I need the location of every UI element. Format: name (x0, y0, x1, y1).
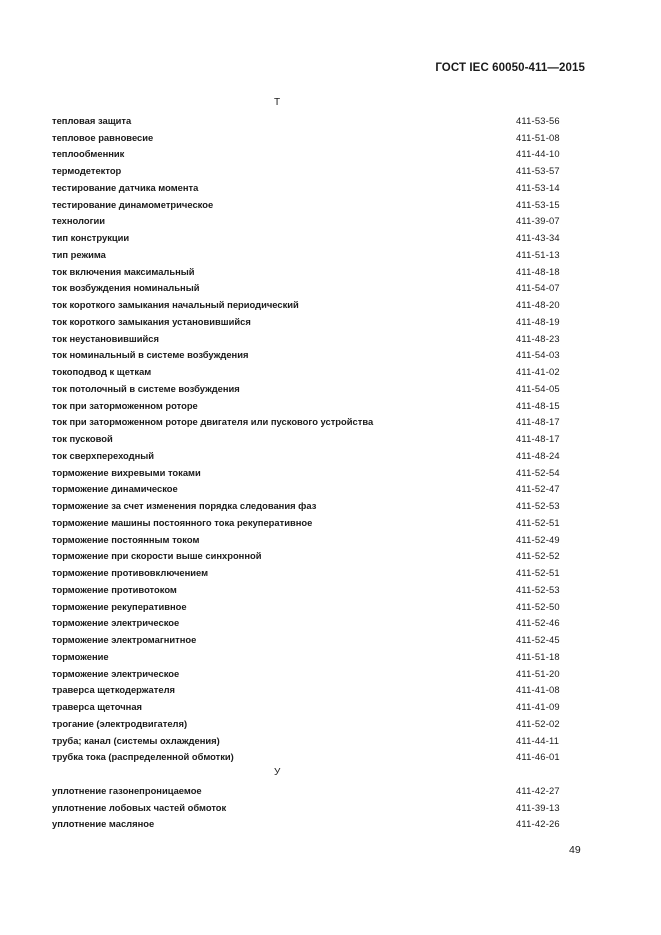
index-entry (52, 633, 562, 646)
entry-term: ток потолочный в системе возбуждения (52, 382, 240, 394)
entry-code: 411-44-11 (516, 734, 560, 746)
entry-term: уплотнение масляное (52, 818, 155, 830)
entry-code: 411-54-07 (516, 282, 560, 294)
index-entry (52, 717, 562, 730)
index-entry (52, 784, 562, 797)
entry-code: 411-39-13 (516, 801, 560, 813)
index-entry (52, 365, 562, 378)
index-entry (52, 332, 562, 345)
entry-code: 411-51-13 (516, 248, 560, 260)
entry-code: 411-48-23 (516, 332, 560, 344)
index-entry (52, 298, 562, 311)
entry-code: 411-48-19 (516, 315, 560, 327)
index-entry (52, 667, 562, 680)
entry-code: 411-48-18 (516, 265, 560, 277)
entry-code: 411-46-01 (516, 751, 560, 763)
entry-term: токоподвод к щеткам (52, 366, 152, 377)
entry-term: ток неустановившийся (52, 332, 159, 344)
entry-code: 411-52-51 (516, 567, 560, 578)
entry-term: ток включения максимальный (52, 265, 195, 277)
entry-term: торможение вихревыми токами (52, 466, 201, 478)
entry-code: 411-52-46 (516, 617, 560, 629)
index-entry (52, 248, 562, 261)
entry-term: ток возбуждения номинальный (52, 282, 200, 294)
entry-term: ток при заторможенном роторе двигателя или пускового устройства (52, 416, 374, 428)
entry-term: торможение машины постоянного тока рекуперативное (52, 516, 313, 528)
index-entry (52, 281, 562, 294)
index-entry (52, 650, 562, 663)
entry-term: торможение при скорости выше синхронной (52, 550, 262, 562)
entry-term: термодетектор (52, 165, 122, 176)
entry-term: торможение (52, 650, 109, 662)
entry-code: 411-53-57 (516, 165, 560, 176)
index-entry (52, 114, 562, 127)
page-header: ГОСТ IEC 60050-411—2015 (435, 62, 585, 74)
index-entry (52, 750, 562, 763)
index-entry (52, 566, 562, 579)
entry-code: 411-48-24 (516, 449, 560, 461)
entry-code: 411-41-09 (516, 701, 560, 712)
entry-term: ток пусковой (52, 433, 113, 444)
index-entry (52, 214, 562, 227)
index-entry (52, 499, 562, 512)
entry-code: 411-48-15 (516, 399, 560, 411)
index-entry (52, 147, 562, 160)
entry-term: теплообменник (52, 148, 125, 160)
entry-term: траверса щеточная (52, 701, 143, 712)
entry-term: тип конструкции (52, 232, 130, 243)
entry-code: 411-51-20 (516, 667, 560, 679)
entry-term: ток короткого замыкания начальный периодический (52, 299, 299, 310)
index-entry (52, 198, 562, 211)
entry-term: трубка тока (распределенной обмотки) (52, 751, 234, 763)
entry-term: торможение динамическое (52, 483, 178, 495)
entry-code: 411-52-51 (516, 516, 560, 528)
index-entry (52, 348, 562, 361)
entry-term: технологии (52, 215, 106, 227)
entry-code: 411-42-27 (516, 784, 560, 796)
entry-term: тепловое равновесие (52, 131, 154, 143)
entry-term: торможение электрическое (52, 667, 180, 679)
entry-term: торможение рекуперативное (52, 600, 187, 612)
index-entry (52, 801, 562, 814)
index-entry (52, 164, 562, 177)
index-entry (52, 399, 562, 412)
entry-code: 411-48-20 (516, 299, 560, 310)
entry-term: тестирование датчика момента (52, 181, 199, 193)
entry-code: 411-52-54 (516, 466, 560, 478)
entry-code: 411-54-05 (516, 382, 560, 394)
entry-code: 411-52-50 (516, 600, 560, 612)
entry-code: 411-52-47 (516, 483, 560, 495)
entry-code: 411-52-52 (516, 550, 560, 562)
index-entry (52, 181, 562, 194)
index-entry (52, 600, 562, 613)
entry-code: 411-52-02 (516, 717, 560, 729)
section-letter: У (274, 767, 281, 778)
index-entry (52, 616, 562, 629)
entry-term: тепловая защита (52, 114, 132, 126)
entry-code: 411-51-18 (516, 650, 560, 662)
page-number: 49 (569, 844, 581, 856)
entry-term: торможение противотоком (52, 583, 177, 595)
entry-code: 411-43-34 (516, 232, 560, 243)
entry-term: уплотнение лобовых частей обмоток (52, 801, 227, 813)
entry-code: 411-52-49 (516, 533, 560, 545)
entry-code: 411-48-17 (516, 416, 560, 428)
index-entry (52, 700, 562, 713)
entry-code: 411-53-14 (516, 181, 560, 193)
entry-code: 411-51-08 (516, 131, 560, 143)
index-entry (52, 131, 562, 144)
index-entry (52, 549, 562, 562)
entry-code: 411-42-26 (516, 818, 560, 830)
index-entry (52, 533, 562, 546)
entry-term: ток при заторможенном роторе (52, 399, 198, 411)
entry-term: траверса щеткодержателя (52, 684, 175, 696)
entry-term: ток номинальный в системе возбуждения (52, 349, 249, 361)
entry-code: 411-52-53 (516, 500, 560, 511)
entry-term: торможение противовключением (52, 567, 209, 578)
entry-code: 411-48-17 (516, 433, 560, 444)
section-letter: Т (274, 97, 281, 108)
entry-code: 411-53-56 (516, 114, 560, 126)
index-entry (52, 734, 562, 747)
index-entry (52, 683, 562, 696)
index-entry (52, 315, 562, 328)
index-entry (52, 449, 562, 462)
entry-term: тип режима (52, 248, 106, 260)
index-entry (52, 231, 562, 244)
entry-code: 411-53-15 (516, 198, 560, 210)
entry-code: 411-52-53 (516, 583, 560, 595)
index-entry (52, 817, 562, 830)
entry-code: 411-39-07 (516, 215, 560, 227)
entry-term: труба; канал (системы охлаждения) (52, 734, 220, 746)
index-entry (52, 432, 562, 445)
index-entry (52, 415, 562, 428)
entry-term: трогание (электродвигателя) (52, 717, 188, 729)
entry-term: тестирование динамометрическое (52, 198, 214, 210)
entry-term: ток короткого замыкания установившийся (52, 315, 251, 327)
entry-code: 411-41-02 (516, 366, 560, 377)
entry-code: 411-52-45 (516, 634, 560, 645)
index-entry (52, 265, 562, 278)
index-entry (52, 482, 562, 495)
entry-term: торможение постоянным током (52, 533, 200, 545)
entry-code: 411-44-10 (516, 148, 560, 160)
entry-term: ток сверхпереходный (52, 449, 155, 461)
entry-term: торможение электрическое (52, 617, 180, 629)
index-entry (52, 583, 562, 596)
entry-term: торможение электромагнитное (52, 634, 197, 645)
entry-term: торможение за счет изменения порядка следования фаз (52, 500, 317, 511)
index-entry (52, 382, 562, 395)
index-entry (52, 516, 562, 529)
entry-code: 411-54-03 (516, 349, 560, 361)
index-entry (52, 466, 562, 479)
entry-term: уплотнение газонепроницаемое (52, 784, 202, 796)
entry-code: 411-41-08 (516, 684, 560, 696)
